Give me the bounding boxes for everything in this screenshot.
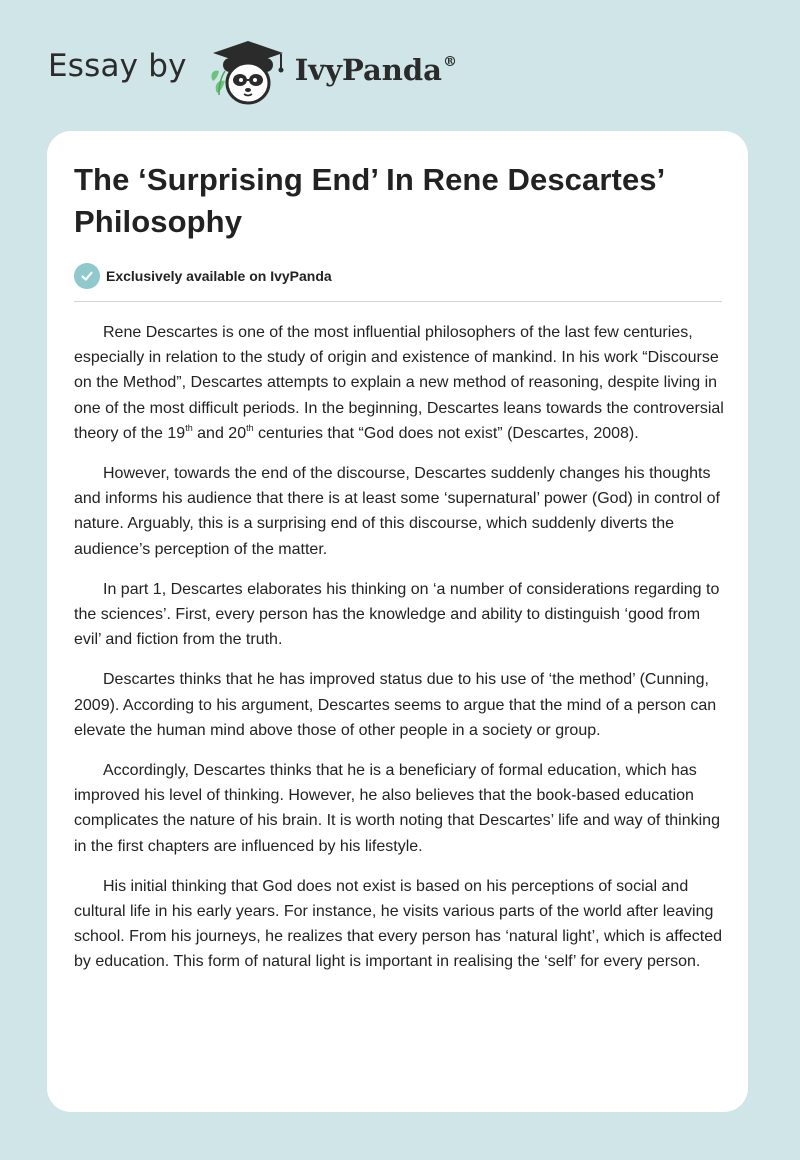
paragraph-5: Accordingly, Descartes thinks that he is a beneficiary of formal education, which has improved his level of thinking. However, he also believes that the book-based education complicates the nature of his brain. It is worth noting that Descartes’ life and way of thinking in the first chapters are influenced by his lifestyle.	[74, 762, 720, 855]
brand-name[interactable]: IvyPanda®	[294, 53, 457, 87]
paragraph-4: Descartes thinks that he has improved status due to his use of ‘the method’ (Cunning, 2009). According to his argument, Descartes seems to argue that the mind of a person can elevate the human mind above those of other people in a society or group.	[74, 671, 717, 739]
essay-title: The ‘Surprising End’ In Rene Descartes’ Philosophy	[74, 162, 664, 239]
paragraph-6: His initial thinking that God does not exist is based on his perceptions of social and cultural life in his early years. For instance, he visits various parts of the world after leaving school. From his journeys, he realizes that every person has ‘natural light’, which is affected by education. This form of natural light is important in realising the ‘self’ for every person.	[74, 877, 723, 971]
site-header	[48, 32, 457, 112]
exclusive-badge-text: Exclusively available on IvyPanda	[106, 268, 332, 284]
essay-by-label: Essay by	[48, 48, 187, 84]
essay-card	[47, 131, 748, 1112]
exclusive-badge	[74, 263, 722, 289]
title-divider	[74, 301, 722, 302]
essay-body	[74, 320, 722, 975]
paragraph-2: However, towards the end of the discourse, Descartes suddenly changes his thoughts and informs his audience that there is at least some ‘supernatural’ power (God) in control of nature. Arguably, this is a surprising end of this discourse, which suddenly diverts the audience’s perception of the matter.	[74, 465, 720, 558]
paragraph-1: Rene Descartes is one of the most influential philosophers of the last few centuries, especially in relation to the study of origin and existence of mankind. In his work “Discourse on the Method”, Descartes attempts to explain a new method of reasoning, despite living in one of the most difficult periods. In the beginning, Descartes leans towards the controversial theory of the 19th and 20th centuries that “God does not exist” (Descartes, 2008).	[74, 324, 724, 442]
paragraph-3: In part 1, Descartes elaborates his thinking on ‘a number of considerations regarding to the sciences’. First, every person has the knowledge and ability to distinguish ‘good from evil’ and fiction from the truth.	[74, 580, 720, 649]
panda-graduate-icon[interactable]	[203, 35, 293, 109]
check-circle-icon	[74, 263, 100, 289]
registered-mark: ®	[442, 54, 457, 70]
